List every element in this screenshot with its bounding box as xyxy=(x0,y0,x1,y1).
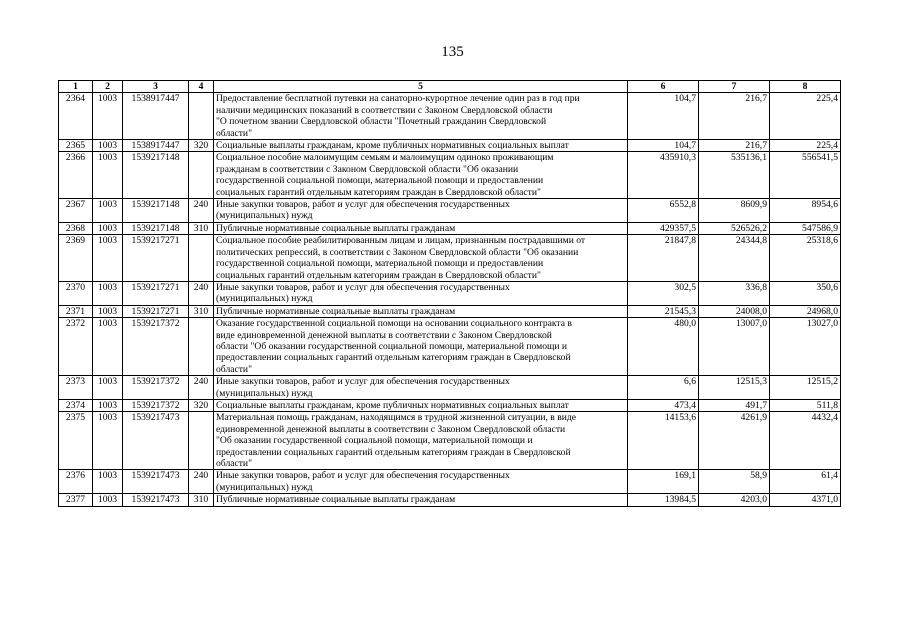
amount-2023-cell: 547586,9 xyxy=(770,222,841,234)
target-article-cell: 1539217148 xyxy=(123,199,189,223)
row-number-cell: 2367 xyxy=(59,199,93,223)
row-number-cell: 2373 xyxy=(59,376,93,400)
amount-2023-cell: 556541,5 xyxy=(770,152,841,199)
description-line: Социальные выплаты гражданам, кроме публичных нормативных социальных выплат xyxy=(216,399,569,411)
target-article-cell: 1539217473 xyxy=(123,412,189,470)
description-line: области" xyxy=(216,127,252,139)
description-cell xyxy=(214,412,628,470)
section-code-cell: 1003 xyxy=(93,305,123,317)
description-line: государственной социальной помощи, материальной помощи и предоставлении xyxy=(216,258,544,270)
description-line: Иные закупки товаров, работ и услуг для обеспечения государственных xyxy=(216,376,510,388)
amount-2021-cell: 14153,6 xyxy=(628,412,699,470)
description-line: (муниципальных) нужд xyxy=(216,387,313,399)
expense-type-cell xyxy=(189,152,214,199)
amount-2021-cell: 13984,5 xyxy=(628,494,699,506)
header-cell: 5 xyxy=(214,81,628,93)
amount-2022-cell: 58,9 xyxy=(699,470,770,494)
table-row xyxy=(59,281,841,305)
expense-type-cell: 320 xyxy=(189,399,214,411)
description-cell xyxy=(214,281,628,305)
description-line: наличии медицинских показаний в соответствии с Законом Свердловской области xyxy=(216,104,553,116)
amount-2022-cell: 24008,0 xyxy=(699,305,770,317)
expense-type-cell: 240 xyxy=(189,376,214,400)
description-line: политических репрессий, в соответствии с Законом Свердловской области "Об оказании xyxy=(216,246,579,258)
expense-type-cell: 310 xyxy=(189,494,214,506)
expense-type-cell xyxy=(189,318,214,376)
target-article-cell: 1539217473 xyxy=(123,470,189,494)
description-line: Иные закупки товаров, работ и услуг для обеспечения государственных xyxy=(216,281,510,293)
description-line: (муниципальных) нужд xyxy=(216,481,313,493)
description-line: государственной социальной помощи, материальной помощи и предоставлении xyxy=(216,175,544,187)
header-cell: 1 xyxy=(59,81,93,93)
amount-2023-cell: 350,6 xyxy=(770,281,841,305)
target-article-cell: 1539217271 xyxy=(123,305,189,317)
table-row xyxy=(59,199,841,223)
description-line: Социальное пособие реабилитированным лицам и лицам, признанным пострадавшими от xyxy=(216,235,586,247)
amount-2021-cell: 6,6 xyxy=(628,376,699,400)
amount-2022-cell: 4261,9 xyxy=(699,412,770,470)
header-cell: 8 xyxy=(770,81,841,93)
description-line: области "Об оказании государственной социальной помощи, материальной помощи и xyxy=(216,340,568,352)
target-article-cell: 1539217372 xyxy=(123,399,189,411)
amount-2022-cell: 216,7 xyxy=(699,93,770,140)
row-number-cell: 2366 xyxy=(59,152,93,199)
section-code-cell: 1003 xyxy=(93,235,123,282)
section-code-cell: 1003 xyxy=(93,140,123,152)
description-line: области" xyxy=(216,458,252,469)
expense-type-cell: 240 xyxy=(189,470,214,494)
row-number-cell: 2372 xyxy=(59,318,93,376)
amount-2022-cell: 12515,3 xyxy=(699,376,770,400)
row-number-cell: 2371 xyxy=(59,305,93,317)
target-article-cell: 1539217372 xyxy=(123,376,189,400)
table-row xyxy=(59,140,841,152)
amount-2022-cell: 24344,8 xyxy=(699,235,770,282)
expense-type-cell: 240 xyxy=(189,199,214,223)
target-article-cell: 1538917447 xyxy=(123,93,189,140)
amount-2022-cell: 526526,2 xyxy=(699,222,770,234)
expense-type-cell: 310 xyxy=(189,222,214,234)
section-code-cell: 1003 xyxy=(93,152,123,199)
header-cell: 7 xyxy=(699,81,770,93)
description-line: (муниципальных) нужд xyxy=(216,210,313,222)
amount-2021-cell: 480,0 xyxy=(628,318,699,376)
description-cell xyxy=(214,376,628,400)
section-code-cell: 1003 xyxy=(93,376,123,400)
amount-2021-cell: 473,4 xyxy=(628,399,699,411)
amount-2021-cell: 21545,3 xyxy=(628,305,699,317)
amount-2023-cell: 4371,0 xyxy=(770,494,841,506)
section-code-cell: 1003 xyxy=(93,412,123,470)
description-line: "О почетном звании Свердловской области "Почетный гражданин Свердловской xyxy=(216,116,547,128)
target-article-cell: 1539217148 xyxy=(123,222,189,234)
amount-2023-cell: 24968,0 xyxy=(770,305,841,317)
table-row xyxy=(59,412,841,470)
amount-2022-cell: 535136,1 xyxy=(699,152,770,199)
amount-2021-cell: 104,7 xyxy=(628,140,699,152)
section-code-cell: 1003 xyxy=(93,470,123,494)
header-cell: 3 xyxy=(123,81,189,93)
amount-2021-cell: 6552,8 xyxy=(628,199,699,223)
description-line: "Об оказании государственной социальной помощи, материальной помощи и xyxy=(216,435,533,447)
table-row xyxy=(59,235,841,282)
amount-2021-cell: 21847,8 xyxy=(628,235,699,282)
table-row xyxy=(59,93,841,140)
amount-2023-cell: 8954,6 xyxy=(770,199,841,223)
expense-type-cell: 310 xyxy=(189,305,214,317)
amount-2023-cell: 13027,0 xyxy=(770,318,841,376)
table-row xyxy=(59,399,841,411)
row-number-cell: 2365 xyxy=(59,140,93,152)
description-line: гражданам в соответствии с Законом Свердловской области "Об оказании xyxy=(216,163,519,175)
amount-2021-cell: 302,5 xyxy=(628,281,699,305)
section-code-cell: 1003 xyxy=(93,399,123,411)
header-row xyxy=(59,81,841,93)
description-line: Социальные выплаты гражданам, кроме публичных нормативных социальных выплат xyxy=(216,140,569,152)
row-number-cell: 2375 xyxy=(59,412,93,470)
header-cell: 4 xyxy=(189,81,214,93)
description-line: (муниципальных) нужд xyxy=(216,293,313,305)
amount-2023-cell: 61,4 xyxy=(770,470,841,494)
row-number-cell: 2368 xyxy=(59,222,93,234)
amount-2023-cell: 12515,2 xyxy=(770,376,841,400)
section-code-cell: 1003 xyxy=(93,93,123,140)
header-cell: 6 xyxy=(628,81,699,93)
description-cell xyxy=(214,470,628,494)
description-line: Предоставление бесплатной путевки на санаторно-курортное лечение один раз в год при xyxy=(216,93,580,105)
description-line: Иные закупки товаров, работ и услуг для обеспечения государственных xyxy=(216,199,510,211)
amount-2021-cell: 169,1 xyxy=(628,470,699,494)
description-line: Оказание государственной социальной помощи на основании социального контракта в xyxy=(216,318,572,330)
table-row xyxy=(59,305,841,317)
target-article-cell: 1539217372 xyxy=(123,318,189,376)
description-line: Публичные нормативные социальные выплаты гражданам xyxy=(216,222,456,234)
section-code-cell: 1003 xyxy=(93,494,123,506)
page-number: 135 xyxy=(441,44,464,60)
table-body xyxy=(59,93,841,506)
amount-2023-cell: 25318,6 xyxy=(770,235,841,282)
description-cell xyxy=(214,399,628,411)
row-number-cell: 2364 xyxy=(59,93,93,140)
description-line: единовременной денежной выплаты в соответствии с Законом Свердловской области xyxy=(216,423,566,435)
section-code-cell: 1003 xyxy=(93,281,123,305)
description-cell xyxy=(214,93,628,140)
table-row xyxy=(59,494,841,506)
description-cell xyxy=(214,494,628,506)
amount-2023-cell: 225,4 xyxy=(770,140,841,152)
section-code-cell: 1003 xyxy=(93,199,123,223)
description-line: Социальное пособие малоимущим семьям и малоимущим одиноко проживающим xyxy=(216,152,554,164)
section-code-cell: 1003 xyxy=(93,222,123,234)
target-article-cell: 1539217271 xyxy=(123,235,189,282)
expense-type-cell: 320 xyxy=(189,140,214,152)
target-article-cell: 1538917447 xyxy=(123,140,189,152)
amount-2023-cell: 511,8 xyxy=(770,399,841,411)
amount-2022-cell: 491,7 xyxy=(699,399,770,411)
expense-type-cell xyxy=(189,412,214,470)
table-row xyxy=(59,470,841,494)
description-cell xyxy=(214,222,628,234)
description-line: предоставлении социальных гарантий отдельным категориям граждан в Свердловской xyxy=(216,352,571,364)
table-row xyxy=(59,318,841,376)
amount-2021-cell: 104,7 xyxy=(628,93,699,140)
description-cell xyxy=(214,152,628,199)
description-cell xyxy=(214,305,628,317)
table-row xyxy=(59,152,841,199)
expense-type-cell xyxy=(189,93,214,140)
description-cell xyxy=(214,235,628,282)
target-article-cell: 1539217473 xyxy=(123,494,189,506)
amount-2022-cell: 4203,0 xyxy=(699,494,770,506)
description-cell xyxy=(214,199,628,223)
table-row xyxy=(59,222,841,234)
section-code-cell: 1003 xyxy=(93,318,123,376)
amount-2022-cell: 336,8 xyxy=(699,281,770,305)
description-cell xyxy=(214,140,628,152)
header-cell: 2 xyxy=(93,81,123,93)
budget-table xyxy=(58,80,841,507)
description-line: Публичные нормативные социальные выплаты гражданам xyxy=(216,494,456,506)
expense-type-cell xyxy=(189,235,214,282)
amount-2022-cell: 13007,0 xyxy=(699,318,770,376)
description-line: социальных гарантий отдельным категориям граждан в Свердловской области" xyxy=(216,186,541,198)
description-line: социальных гарантий отдельным категориям граждан в Свердловской области" xyxy=(216,269,541,281)
description-line: предоставлении социальных гарантий отдельным категориям граждан в Свердловской xyxy=(216,446,571,458)
description-line: Публичные нормативные социальные выплаты гражданам xyxy=(216,305,456,317)
description-line: Иные закупки товаров, работ и услуг для обеспечения государственных xyxy=(216,470,510,482)
row-number-cell: 2370 xyxy=(59,281,93,305)
description-line: области" xyxy=(216,363,252,375)
row-number-cell: 2374 xyxy=(59,399,93,411)
row-number-cell: 2369 xyxy=(59,235,93,282)
expense-type-cell: 240 xyxy=(189,281,214,305)
description-cell xyxy=(214,318,628,376)
amount-2022-cell: 8609,9 xyxy=(699,199,770,223)
description-line: Материальная помощь гражданам, находящимся в трудной жизненной ситуации, в виде xyxy=(216,412,577,424)
target-article-cell: 1539217271 xyxy=(123,281,189,305)
target-article-cell: 1539217148 xyxy=(123,152,189,199)
amount-2023-cell: 4432,4 xyxy=(770,412,841,470)
amount-2023-cell: 225,4 xyxy=(770,93,841,140)
table-row xyxy=(59,376,841,400)
description-line: виде единовременной денежной выплаты в соответствии с Законом Свердловской xyxy=(216,329,552,341)
amount-2021-cell: 429357,5 xyxy=(628,222,699,234)
row-number-cell: 2377 xyxy=(59,494,93,506)
row-number-cell: 2376 xyxy=(59,470,93,494)
amount-2022-cell: 216,7 xyxy=(699,140,770,152)
amount-2021-cell: 435910,3 xyxy=(628,152,699,199)
